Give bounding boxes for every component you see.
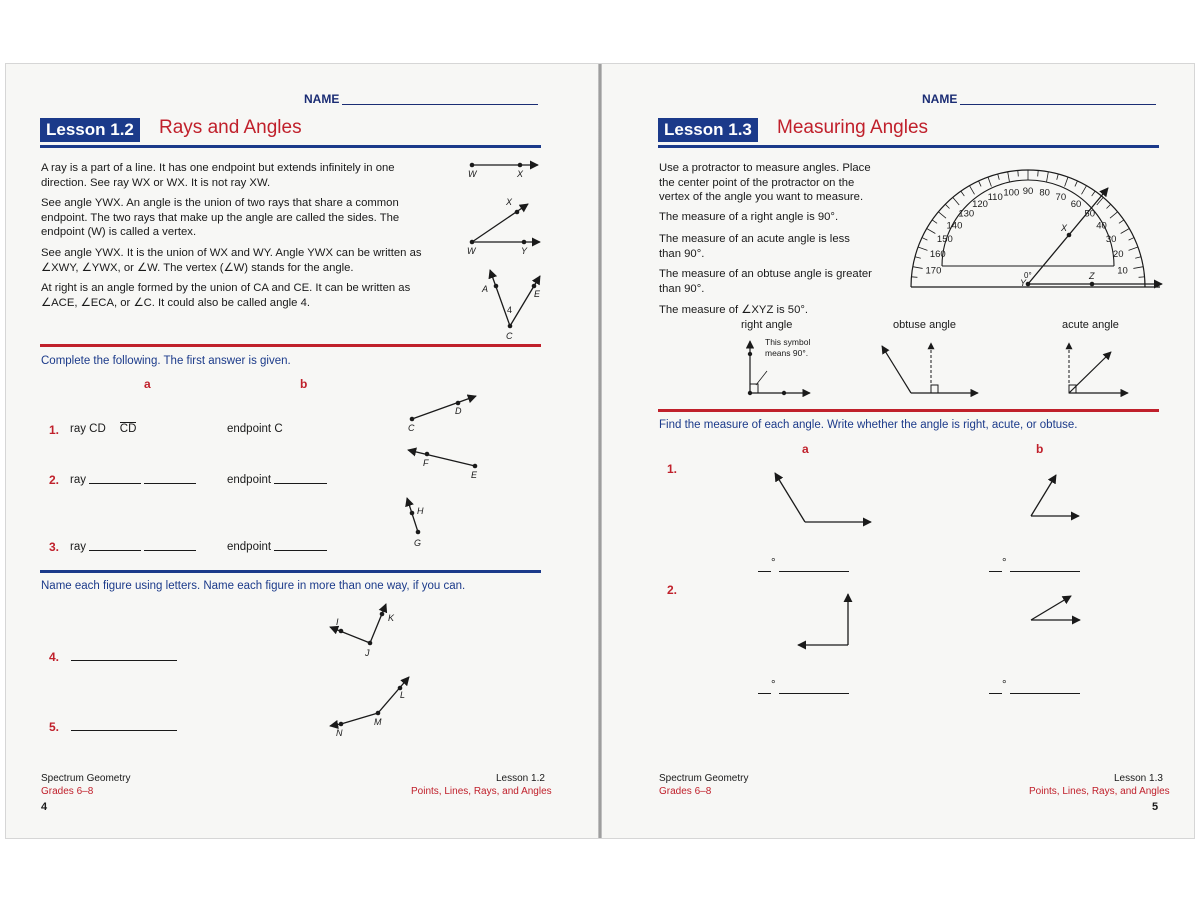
protractor-tick bbox=[1075, 181, 1078, 186]
label-obtuse-angle: obtuse angle bbox=[893, 319, 956, 331]
label-d: D bbox=[455, 406, 462, 416]
page-number-right: 5 bbox=[1152, 801, 1159, 813]
row-2-b-blank[interactable] bbox=[274, 473, 327, 484]
para-angle-c: At right is an angle formed by the union of CA and CE. It can be written as ∠ACE, ∠ECA, or ∠C. It could also be called angle 4. bbox=[41, 282, 411, 309]
answer-1a-degrees[interactable] bbox=[758, 561, 771, 572]
label-e: E bbox=[534, 289, 541, 299]
protractor-tick bbox=[1139, 277, 1145, 278]
row-2-a-label: ray bbox=[70, 474, 86, 486]
exercise-1a-angle bbox=[775, 473, 871, 522]
protractor-tick bbox=[988, 177, 991, 186]
row-2-b bbox=[227, 473, 327, 486]
para-acute: The measure of an acute angle is less than 90°. bbox=[659, 233, 850, 260]
label-c2: C bbox=[408, 423, 415, 433]
q4-number: 4. bbox=[49, 650, 60, 664]
angle-nml-figure bbox=[330, 677, 409, 738]
lesson-number-right: Lesson 1.3 bbox=[658, 118, 758, 142]
ray-wx-figure bbox=[468, 163, 538, 179]
protractor-tick bbox=[1065, 177, 1068, 186]
section-rule-right bbox=[658, 409, 1159, 412]
protractor-tick bbox=[1047, 172, 1049, 182]
name-label: NAME bbox=[304, 92, 340, 106]
answer-2b-type[interactable] bbox=[1010, 683, 1080, 694]
protractor bbox=[911, 170, 1162, 288]
column-b-head: b bbox=[300, 377, 308, 391]
protractor-tick bbox=[1135, 257, 1141, 259]
protractor-tick bbox=[945, 204, 949, 208]
instruction-measure: Find the measure of each angle. Write whether the angle is right, acute, or obtuse. bbox=[659, 419, 1078, 431]
exercise-2a-angle bbox=[798, 594, 848, 645]
para-protractor: Use a protractor to measure angles. Place the center point of the protractor on the vertex of the angle you want to measure. bbox=[659, 162, 871, 203]
protractor-tick bbox=[932, 220, 937, 223]
symbol-note: This symbol means 90°. bbox=[765, 337, 811, 358]
footer-grades-right: Grades 6–8 bbox=[659, 786, 712, 797]
row-3-b bbox=[227, 540, 327, 553]
protractor-tick bbox=[979, 181, 982, 186]
lesson-title-right: Measuring Angles bbox=[777, 117, 929, 138]
angle-ace-figure bbox=[481, 270, 541, 341]
answer-1b-degrees[interactable] bbox=[989, 561, 1002, 572]
protractor-label: 50 bbox=[1084, 208, 1095, 220]
protractor-label: 20 bbox=[1112, 249, 1124, 261]
row-2-a-blank-1[interactable] bbox=[89, 473, 141, 484]
row-1-b-answer: endpoint C bbox=[227, 423, 283, 435]
para-right-angle: The measure of a right angle is 90°. bbox=[659, 211, 839, 223]
answer-2b bbox=[989, 679, 1080, 696]
para-union: See angle YWX. It is the union of WX and WY. Angle YWX can be written as ∠XWY, ∠YWX, or ∠W. The vertex (∠W) stands for the angle. bbox=[41, 247, 422, 274]
degree-2a: ° bbox=[771, 679, 776, 691]
answer-2a bbox=[758, 679, 849, 696]
label-k: K bbox=[388, 613, 395, 623]
protractor-tick bbox=[961, 191, 964, 196]
label-g: G bbox=[414, 538, 422, 548]
protractor-label: 140 bbox=[946, 220, 963, 232]
para-xyz: The measure of ∠XYZ is 50°. bbox=[659, 304, 809, 316]
label-h: H bbox=[417, 506, 424, 516]
protractor-label: 10 bbox=[1117, 265, 1128, 277]
answer-1a-type[interactable] bbox=[779, 561, 849, 572]
column-b-head-right: b bbox=[1036, 442, 1044, 456]
label-y: Y bbox=[521, 246, 528, 256]
label-x-prot: X bbox=[1061, 223, 1068, 233]
protractor-label: 80 bbox=[1039, 187, 1050, 199]
protractor-tick bbox=[970, 186, 975, 195]
lesson-title: Rays and Angles bbox=[159, 117, 302, 138]
protractor-tick bbox=[1133, 267, 1143, 269]
exercise-1b-angle bbox=[1031, 475, 1079, 516]
row-1-a-answer bbox=[70, 423, 136, 435]
angle-ywx-figure bbox=[467, 197, 540, 256]
protractor-tick bbox=[1129, 238, 1134, 241]
label-f: F bbox=[423, 458, 429, 468]
protractor-label: 70 bbox=[1055, 191, 1067, 203]
row-3-a-blank-2[interactable] bbox=[144, 540, 196, 551]
footer-grades: Grades 6–8 bbox=[41, 786, 94, 797]
angle-ijk-figure bbox=[330, 604, 395, 658]
row-2-a-blank-2[interactable] bbox=[144, 473, 196, 484]
label-e2: E bbox=[471, 470, 478, 480]
page-left bbox=[6, 64, 598, 838]
right-figures bbox=[602, 64, 1194, 838]
answer-1b bbox=[989, 557, 1080, 574]
obtuse-angle-example bbox=[882, 343, 978, 393]
column-a-head-right: a bbox=[802, 442, 809, 456]
protractor-tick bbox=[922, 238, 927, 241]
protractor-tick bbox=[1092, 191, 1095, 196]
protractor-label: 90 bbox=[1022, 186, 1034, 197]
answer-2b-degrees[interactable] bbox=[989, 683, 1002, 694]
footer-topic-right: Points, Lines, Rays, and Angles bbox=[1029, 786, 1170, 797]
row-2-a bbox=[70, 473, 196, 486]
protractor-label: 110 bbox=[987, 191, 1003, 203]
protractor-label: 160 bbox=[929, 249, 946, 261]
label-x: X bbox=[517, 169, 524, 179]
protractor-tick bbox=[1119, 220, 1124, 223]
label-z-prot: Z bbox=[1089, 271, 1095, 281]
protractor-label: 120 bbox=[972, 198, 988, 210]
name-label-right: NAME bbox=[922, 92, 958, 106]
acute-angle-example bbox=[1069, 343, 1128, 393]
label-right-angle: right angle bbox=[741, 319, 793, 331]
row-3-a-label: ray bbox=[70, 541, 86, 553]
label-y-prot: Y bbox=[1020, 278, 1027, 288]
protractor-label: 60 bbox=[1070, 198, 1082, 210]
protractor-label: 130 bbox=[958, 208, 975, 220]
row-3-a-blank-1[interactable] bbox=[89, 540, 141, 551]
protractor-label: 30 bbox=[1105, 234, 1117, 245]
answer-1a bbox=[758, 557, 849, 574]
label-j: J bbox=[365, 648, 370, 658]
protractor-tick bbox=[953, 197, 959, 205]
protractor-label: 40 bbox=[1096, 220, 1107, 232]
label-x2: X bbox=[506, 197, 513, 207]
row-1-number: 1. bbox=[49, 423, 60, 437]
para-ray: A ray is a part of a line. It has one endpoint but extends infinitely in one direction. See ray WX or WX. It is not ray XW. bbox=[41, 162, 395, 189]
answer-1b-type[interactable] bbox=[1010, 561, 1080, 572]
page-number: 4 bbox=[41, 801, 48, 813]
protractor-label: 170 bbox=[925, 265, 942, 277]
degree-1a: ° bbox=[771, 557, 776, 569]
row-3-number: 3. bbox=[49, 540, 60, 554]
exercise-2b-angle bbox=[1031, 596, 1080, 620]
footer-topic: Points, Lines, Rays, and Angles bbox=[411, 786, 552, 797]
row-2-b-label: endpoint bbox=[227, 474, 272, 486]
row-3-a bbox=[70, 540, 196, 553]
label-c: C bbox=[506, 331, 513, 341]
row-1-a-symbol: CD bbox=[119, 423, 137, 435]
protractor-tick bbox=[1008, 172, 1010, 182]
protractor-tick bbox=[1121, 229, 1130, 234]
footer-book: Spectrum Geometry bbox=[41, 773, 131, 784]
protractor-tick bbox=[1082, 186, 1087, 195]
protractor-tick bbox=[1018, 170, 1019, 176]
row-3-b-blank[interactable] bbox=[274, 540, 327, 551]
para-obtuse: The measure of an obtuse angle is greater than 90°. bbox=[659, 268, 872, 295]
q5-answer-blank[interactable] bbox=[71, 720, 177, 731]
protractor-tick bbox=[913, 267, 923, 269]
answer-2a-type[interactable] bbox=[779, 683, 849, 694]
protractor-tick bbox=[1106, 204, 1110, 208]
degree-2b: ° bbox=[1002, 679, 1007, 691]
protractor-tick bbox=[998, 174, 1000, 180]
row-2-number: 2. bbox=[49, 473, 60, 487]
protractor-tick bbox=[1110, 212, 1118, 218]
footer-lesson: Lesson 1.2 bbox=[496, 773, 545, 784]
label-a: A bbox=[482, 284, 489, 294]
label-acute-angle: acute angle bbox=[1062, 319, 1119, 331]
protractor-tick bbox=[911, 277, 917, 278]
protractor-tick bbox=[1057, 174, 1059, 180]
exercise-2-number: 2. bbox=[667, 583, 678, 597]
column-a-head: a bbox=[144, 377, 151, 391]
q4-answer-blank[interactable] bbox=[71, 650, 177, 661]
q5-number: 5. bbox=[49, 720, 60, 734]
ray-cd-figure bbox=[408, 396, 476, 433]
label-n: N bbox=[336, 728, 343, 738]
protractor-label: 100 bbox=[1003, 187, 1020, 199]
protractor-tick bbox=[1129, 247, 1138, 250]
section-rule-2 bbox=[40, 570, 541, 573]
row-1-a-text: ray CD bbox=[70, 423, 106, 435]
page-right bbox=[602, 64, 1194, 838]
answer-2a-degrees[interactable] bbox=[758, 683, 771, 694]
degree-1b: ° bbox=[1002, 557, 1007, 569]
exercise-1-number: 1. bbox=[667, 462, 678, 476]
protractor-tick bbox=[938, 212, 946, 218]
label-l: L bbox=[400, 690, 406, 700]
label-w: W bbox=[468, 169, 477, 179]
footer-lesson-right: Lesson 1.3 bbox=[1114, 773, 1163, 784]
instruction-name-figures: Name each figure using letters. Name each figure in more than one way, if you can. bbox=[41, 580, 466, 592]
ray-gh-figure bbox=[407, 498, 424, 548]
right-angle-example bbox=[748, 341, 810, 395]
label-w2: W bbox=[467, 246, 476, 256]
protractor-tick bbox=[927, 229, 936, 234]
footer-book-right: Spectrum Geometry bbox=[659, 773, 749, 784]
ray-ef-figure bbox=[408, 450, 478, 480]
row-3-b-label: endpoint bbox=[227, 541, 272, 553]
instruction-complete: Complete the following. The first answer is given. bbox=[41, 355, 291, 367]
protractor-tick bbox=[1038, 170, 1039, 176]
label-4: 4 bbox=[507, 305, 513, 315]
label-m: M bbox=[374, 717, 382, 727]
workbook-spread bbox=[6, 64, 1194, 838]
protractor-tick bbox=[915, 257, 921, 259]
lesson-number: Lesson 1.2 bbox=[40, 118, 140, 142]
section-rule-1 bbox=[40, 344, 541, 347]
protractor-tick bbox=[918, 247, 927, 250]
para-angle: See angle YWX. An angle is the union of two rays that share a common endpoint. The two rays that make up the angle are called the sides. The endpoint (W) is called a vertex. bbox=[41, 197, 400, 238]
protractor-label: 150 bbox=[936, 234, 953, 245]
zero-label: 0° bbox=[1024, 271, 1032, 280]
label-i: I bbox=[336, 617, 339, 627]
